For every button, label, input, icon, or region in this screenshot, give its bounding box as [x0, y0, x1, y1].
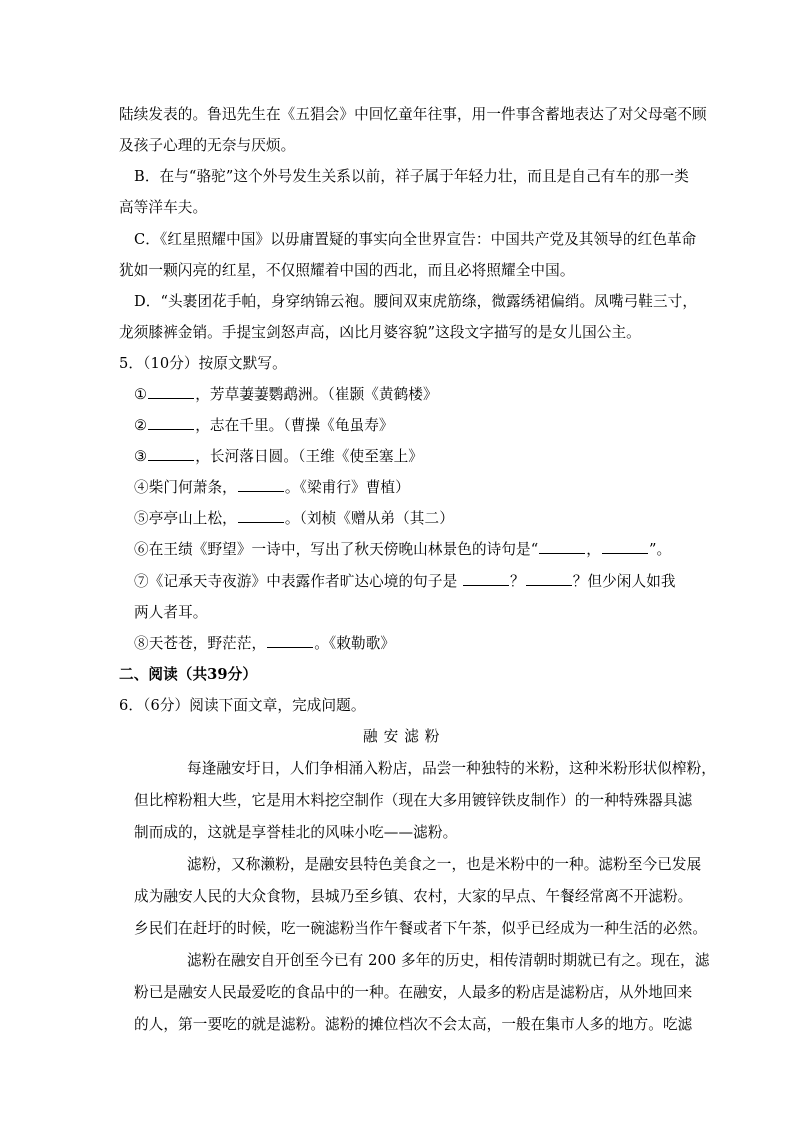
fill-blank[interactable]: [148, 384, 194, 399]
q4-option-b-line: B．在与“骆驼”这个外号发生关系以前，祥子属于年轻力壮，而且是自己有车的那一类: [134, 168, 689, 185]
item-text: ”。: [649, 541, 672, 558]
q4-option-a-line: 陆续发表的。鲁迅先生在《五猖会》中回忆童年往事，用一件事含蓄地表达了对父母毫不顾: [119, 106, 707, 123]
q5-item-7-continued: 两人者耳。: [134, 604, 208, 621]
section-heading: 二、阅读（共39分）: [119, 666, 258, 683]
q4-option-a-line: 及孩子心理的无奈与厌烦。: [119, 137, 296, 154]
article-paragraph-line: 制而成的，这就是享誉桂北的风味小吃——滤粉。: [134, 824, 458, 841]
fill-blank[interactable]: [238, 477, 284, 492]
fill-blank[interactable]: [148, 415, 194, 430]
item-text: 。（刘桢《赠从弟（其二）: [284, 510, 454, 527]
item-number: ③: [134, 448, 148, 465]
q4-option-b-line: 高等洋车夫。: [119, 199, 208, 216]
q5-item-6: [134, 538, 671, 559]
q5-item-1: [134, 383, 438, 404]
q4-option-c-line: 犹如一颗闪亮的红星，不仅照耀着中国的西北，而且必将照耀全中国。: [119, 262, 575, 279]
article-paragraph-line: 乡民们在赶圩的时候，吃一碗滤粉当作午餐或者下午茶，似乎已经成为一种生活的必然。: [134, 920, 708, 937]
article-paragraph-line: 成为融安人民的大众食物，县城乃至乡镇、农村，大家的早点、午餐经常离不开滤粉。: [134, 888, 693, 905]
fill-blank[interactable]: [267, 633, 313, 648]
q5-item-5: [134, 507, 454, 528]
article-title: 融安滤粉: [363, 728, 446, 745]
item-text: ⑦《记承天寺夜游》中表露作者旷达心境的句子是: [134, 573, 463, 590]
article-paragraph-line: 每逢融安圩日，人们争相涌入粉店，品尝一种独特的米粉，这种米粉形状似榨粉，: [187, 760, 716, 777]
fill-blank[interactable]: [526, 571, 572, 586]
q4-option-d-line: D．“头裹团花手帕，身穿纳锦云袍。腰间双束虎筋绦，微露绣裙偏绡。凤嘴弓鞋三寸，: [134, 293, 698, 310]
item-text: 。《梁甫行》曹植）: [284, 479, 410, 496]
article-paragraph-line: 滤粉在融安自开创至今已有 200 多年的历史，相传清朝时期就已有之。现在，滤: [187, 952, 710, 969]
q5-item-2: [134, 414, 394, 435]
item-number: ①: [134, 386, 148, 403]
fill-blank[interactable]: [238, 508, 284, 523]
q5-item-3: [134, 445, 423, 466]
fill-blank[interactable]: [148, 446, 194, 461]
item-text: ④柴门何萧条，: [134, 479, 237, 496]
article-paragraph-line: 的人，第一要吃的就是滤粉。滤粉的摊位档次不会太高，一般在集市人多的地方。吃滤: [134, 1016, 693, 1033]
item-text: ，芳草萋萋鹦鹉洲。（崔颢《黄鹤楼》: [195, 386, 438, 403]
item-text: ，长河落日圆。（王维《使至塞上》: [195, 448, 423, 465]
article-paragraph-line: 滤粉，又称濑粉，是融安县特色美食之一，也是米粉中的一种。滤粉至今已发展: [187, 856, 702, 873]
item-number: ②: [134, 417, 148, 434]
question-5-heading: 5．（10分）按原文默写。: [119, 355, 287, 372]
fill-blank[interactable]: [602, 539, 648, 554]
item-text: ⑤亭亭山上松，: [134, 510, 237, 527]
q5-item-4: [134, 476, 410, 497]
q4-option-c-line: C．《红星照耀中国》以毋庸置疑的事实向全世界宣告：中国共产党及其领导的红色革命: [134, 231, 697, 248]
article-paragraph-line: 粉已是融安人民最爱吃的食品中的一种。在融安，人最多的粉店是滤粉店，从外地回来: [134, 984, 693, 1001]
fill-blank[interactable]: [539, 539, 585, 554]
item-text: ？但少闲人如我: [572, 573, 676, 590]
q5-item-7: [134, 570, 676, 591]
q5-item-8: [134, 632, 395, 653]
article-paragraph-line: 但比榨粉粗大些，它是用木料挖空制作（现在大多用镀锌铁皮制作）的一种特殊器具滤: [134, 792, 693, 809]
item-text: ⑧天苍苍，野茫茫，: [134, 635, 267, 652]
item-text: ，志在千里。（曹操《龟虽寿》: [195, 417, 394, 434]
item-text: 。《敕勒歌》: [314, 635, 396, 652]
item-text: ，: [586, 541, 601, 558]
q4-option-d-line: 龙须膝裤金销。手提宝剑怒声高，凶比月婆容貌”这段文字描写的是女儿国公主。: [119, 324, 641, 341]
question-6-heading: 6．（6分）阅读下面文章，完成问题。: [119, 697, 366, 714]
fill-blank[interactable]: [463, 571, 509, 586]
item-text: ？: [510, 573, 525, 590]
item-text: ⑥在王绩《野望》一诗中，写出了秋天傍晚山林景色的诗句是“: [134, 541, 539, 558]
